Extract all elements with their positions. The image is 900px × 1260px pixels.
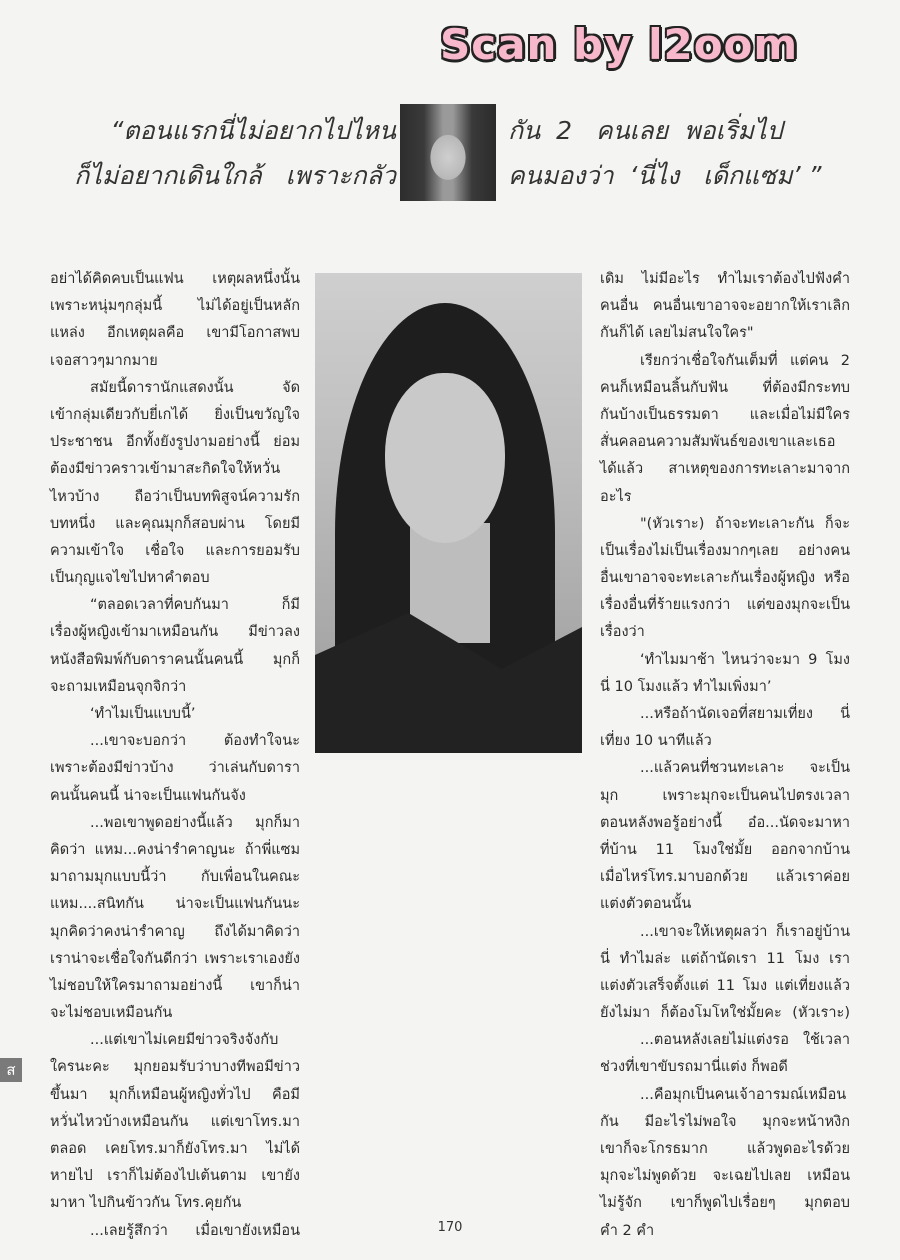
text-line: ที่บ้าน 11 โมงใช่มั้ย ออกจากบ้าน xyxy=(600,841,850,858)
text-line: เรื่องอื่นที่ร้ายแรงกว่า แต่ของมุกจะเป็น xyxy=(600,597,850,614)
text-line: เขาก็จะโกรธมาก แล้วพูดอะไรด้วย xyxy=(600,1141,850,1157)
text-line: แต่งตัวเสร็จตั้งแต่ 11 โมง แต่เที่ยงแล้ว xyxy=(600,977,850,994)
text-line: ...พอเขาพูดอย่างนี้แล้ว มุกก็มา xyxy=(90,814,300,831)
pull-quote-line: “ตอนแรกนี่ไม่อยากไปไหน xyxy=(110,116,396,145)
text-line: ตลอด เคยโทร.มาก็ยังโทร.มา ไม่ได้ xyxy=(50,1141,300,1157)
text-line: มุกคิดว่าคงน่ารำคาญ ถึงได้มาคิดว่า xyxy=(50,923,300,940)
text-line: กันก็ได้ เลยไม่สนใจใคร" xyxy=(600,325,754,342)
text-line: หวั่นไหวบ้างเหมือนกัน แต่เขาโทร.มา xyxy=(50,1113,300,1130)
text-line: เราน่าจะเชื่อใจกันดีกว่า เพราะเราเองยัง xyxy=(50,950,300,967)
text-line: ตอนหลังพอรู้อย่างนี้ อ๋อ...นัดจะมาหา xyxy=(600,814,850,831)
text-line: กันบ้างเป็นธรรมดา และเมื่อไม่มีใคร xyxy=(600,406,850,423)
text-line: ไม่รู้จัก เขาก็พูดไปเรื่อยๆ มุกตอบ xyxy=(600,1195,850,1212)
pull-quote-left xyxy=(60,108,396,198)
portrait-photo xyxy=(315,273,582,753)
text-line: เดิม ไม่มีอะไร ทำไมเราต้องไปฟังคำ xyxy=(600,271,850,287)
text-line: หนังสือพิมพ์กับดาราคนนั้นคนนี้ มุกก็ xyxy=(50,651,300,668)
text-line: แหล่ง อีกเหตุผลคือ เขามีโอกาสพบ xyxy=(50,325,300,342)
text-line: ...แล้วคนที่ชวนทะเลาะ จะเป็น xyxy=(640,760,850,777)
text-line: จะถามเหมือนจุกจิกว่า xyxy=(50,678,187,695)
text-line: “ตลอดเวลาที่คบกันมา ก็มี xyxy=(90,597,300,614)
article-column-left xyxy=(50,266,300,1245)
text-line: แต่งตัวตอนนั้น xyxy=(600,896,692,913)
pull-quote-right xyxy=(508,108,838,198)
text-line: ไม่ชอบให้ใครมาถามอย่างนี้ เขาก็น่า xyxy=(50,977,300,994)
text-line: บทหนึ่ง และคุณมุกก็สอบผ่าน โดยมี xyxy=(50,515,300,532)
text-line: แหม....สนิทกัน น่าจะเป็นแฟนกันนะ xyxy=(50,896,300,913)
text-line: สมัยนี้ดารานักแสดงนั้น จัด xyxy=(90,379,300,396)
scan-watermark: Scan by l2oom xyxy=(440,20,799,69)
text-line: ไหวบ้าง ถือว่าเป็นบทพิสูจน์ความรัก xyxy=(50,488,300,505)
text-line: อย่าได้คิดคบเป็นแฟน เหตุผลหนึ่งนั้น xyxy=(50,271,300,287)
text-line: คนอื่น คนอื่นเขาอาจจะอยากให้เราเลิก xyxy=(600,298,850,315)
text-line: ...หรือถ้านัดเจอที่สยามเที่ยง นี่ xyxy=(640,706,850,722)
text-line: คิดว่า แหม...คงน่ารำคาญนะ ถ้าพี่แซม xyxy=(50,841,300,858)
text-line: จะไม่ชอบเหมือนกัน xyxy=(50,1005,173,1022)
text-line: เรียกว่าเชื่อใจกันเต็มที่ แต่คน 2 xyxy=(640,352,850,369)
text-line: คำ 2 คำ xyxy=(600,1222,655,1239)
pull-quote-line: ก็ไม่อยากเดินใกล้ เพราะกลัว xyxy=(74,161,396,190)
text-line: ...เขาจะบอกว่า ต้องทำใจนะ xyxy=(90,733,300,750)
text-line: ช่วงที่เขาขับรถมานี่แต่ง ก็พอดี xyxy=(600,1059,788,1076)
text-line: เรื่องว่า xyxy=(600,624,645,641)
text-line: เป็นเรื่องไม่เป็นเรื่องมากๆเลย อย่างคน xyxy=(600,542,850,559)
pull-quote-line: กัน 2 คนเลย พอเริ่มไป xyxy=(508,116,783,145)
text-line: ต้องมีข่าวคราวเข้ามาสะกิดใจให้หวั่น xyxy=(50,461,281,478)
text-line: ความเข้าใจ เชื่อใจ และการยอมรับ xyxy=(50,542,300,559)
text-line: นี่ ทำไมล่ะ แต่ถ้านัดเรา 11 โมง เรา xyxy=(600,950,850,967)
text-line: ...แต่เขาไม่เคยมีข่าวจริงจังกับ xyxy=(90,1032,279,1049)
text-line: ประชาชน อีกทั้งยังรูปงามอย่างนี้ ย่อม xyxy=(50,434,300,451)
text-line: ‘ทำไมมาช้า ไหนว่าจะมา 9 โมง xyxy=(640,651,850,668)
portrait-thumbnail xyxy=(400,104,496,201)
text-line: อะไร xyxy=(600,488,632,505)
text-line: ...เขาจะให้เหตุผลว่า ก็เราอยู่บ้าน xyxy=(640,923,850,940)
text-line: มุกจะไม่พูดด้วย จะเฉยไปเลย เหมือน xyxy=(600,1168,850,1185)
text-line: มุก เพราะมุกจะเป็นคนไปตรงเวลา xyxy=(600,787,850,804)
text-line: เพราะหนุ่มๆกลุ่มนี้ ไม่ได้อยู่เป็นหลัก xyxy=(50,298,300,315)
text-line: คนก็เหมือนลิ้นกับฟัน ที่ต้องมีกระทบ xyxy=(600,379,850,396)
pull-quote-line: คนมองว่า ‘นี่ไง เด็กแซม’ ” xyxy=(508,161,822,190)
text-line: หายไป เราก็ไม่ต้องไปเต้นตาม เขายัง xyxy=(50,1168,300,1185)
text-line: ...เลยรู้สึกว่า เมื่อเขายังเหมือน xyxy=(90,1222,300,1239)
text-line: เมื่อไหร่โทร.มาบอกด้วย แล้วเราค่อย xyxy=(600,869,850,886)
text-line: เจอสาวๆมากมาย xyxy=(50,352,158,369)
text-line: ...ตอนหลังเลยไม่แต่งรอ ใช้เวลา xyxy=(640,1032,850,1049)
text-line: ‘ทำไมเป็นแบบนี้’ xyxy=(90,706,196,722)
text-line: ...คือมุกเป็นคนเจ้าอารมณ์เหมือน xyxy=(640,1086,847,1103)
page-number: 170 xyxy=(437,1220,463,1235)
text-line: "(หัวเราะ) ถ้าจะทะเลาะกัน ก็จะ xyxy=(640,515,850,532)
text-line: เข้ากลุ่มเดียวกับยี่เกได้ ยิ่งเป็นขวัญใจ xyxy=(50,406,300,423)
text-line: สั่นคลอนความสัมพันธ์ของเขาและเธอ xyxy=(600,434,836,451)
text-line: ได้แล้ว สาเหตุของการทะเลาะมาจาก xyxy=(600,461,850,478)
text-line: คนนั้นคนนี้ น่าจะเป็นแฟนกันจัง xyxy=(50,787,246,804)
text-line: เที่ยง 10 นาทีแล้ว xyxy=(600,733,712,750)
text-line: มาถามมุกแบบนี้ว่า กับเพื่อนในคณะ xyxy=(50,869,300,886)
text-line: มาหา ไปกินข้าวกัน โทร.คุยกัน xyxy=(50,1195,242,1212)
text-line: เรื่องผู้หญิงเข้ามาเหมือนกัน มีข่าวลง xyxy=(50,624,300,641)
article-column-right xyxy=(600,266,850,1245)
text-line: เป็นกุญแจไขไปหาคำตอบ xyxy=(50,570,210,587)
text-line: ยังไม่มา ก็ต้องโมโหใช่มั้ยคะ (หัวเราะ) xyxy=(600,1005,850,1022)
text-line: อื่นเขาอาจจะทะเลาะกันเรื่องผู้หญิง หรือ xyxy=(600,570,850,587)
text-line: กัน มีอะไรไม่พอใจ มุกจะหน้าหงิก xyxy=(600,1113,850,1130)
text-line: เพราะต้องมีข่าวบ้าง ว่าเล่นกับดารา xyxy=(50,760,300,777)
text-line: ขึ้นมา มุกก็เหมือนผู้หญิงทั่วไป คือมี xyxy=(50,1086,300,1103)
text-line: นี่ 10 โมงแล้ว ทำไมเพิ่งมา’ xyxy=(600,678,772,695)
text-line: ใครนะคะ มุกยอมรับว่าบางทีพอมีข่าว xyxy=(50,1059,300,1076)
section-tab: ส xyxy=(0,1058,22,1082)
